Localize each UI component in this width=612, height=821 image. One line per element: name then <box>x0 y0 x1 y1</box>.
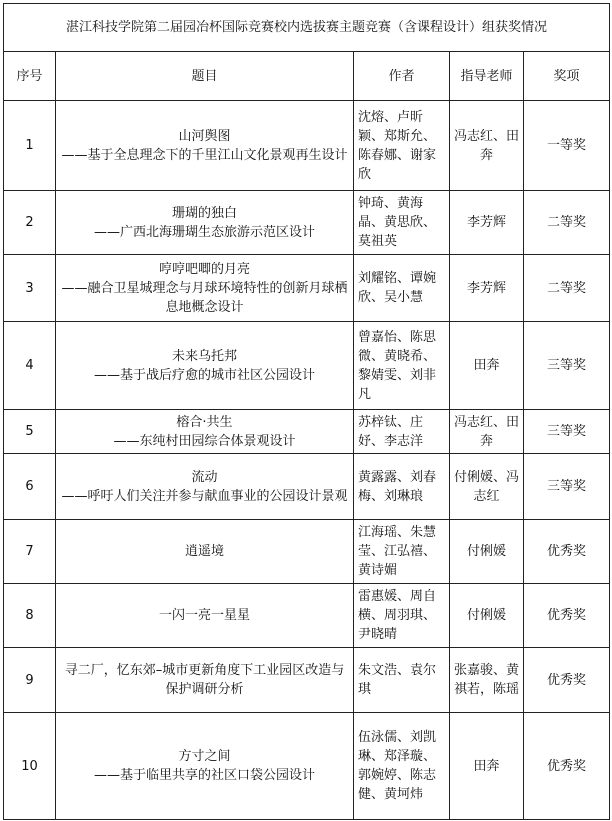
cell-title <box>56 255 354 322</box>
title-main: 未来乌托邦 <box>171 348 237 364</box>
header-authors: 作者 <box>354 52 450 101</box>
table-row <box>4 410 610 454</box>
cell-no: 5 <box>4 410 56 454</box>
title-subtitle: ——东纯村田园综合体景观设计 <box>113 433 296 449</box>
cell-advisors: 田奔 <box>450 322 524 410</box>
title-subtitle: ——基于临里共享的社区口袋公园设计 <box>93 768 315 783</box>
cell-advisors: 李芳辉 <box>450 255 524 322</box>
title-main: 哼哼吧唧的月亮 <box>158 261 250 277</box>
title-subtitle: ——广西北海珊瑚生态旅游示范区设计 <box>93 224 315 240</box>
table-row <box>4 584 610 648</box>
cell-title <box>56 101 354 191</box>
cell-title <box>56 191 354 255</box>
table-row <box>4 713 610 820</box>
award-table <box>3 3 610 820</box>
cell-award: 二等奖 <box>524 255 610 322</box>
cell-no: 10 <box>4 713 56 820</box>
cell-award: 优秀奖 <box>524 648 610 713</box>
cell-award: 二等奖 <box>524 191 610 255</box>
table-row <box>4 255 610 322</box>
cell-award: 一等奖 <box>524 101 610 191</box>
cell-award: 三等奖 <box>524 322 610 410</box>
cell-authors: 钟琦、黄海晶、黄思欣、莫祖英 <box>354 191 450 255</box>
table-row <box>4 520 610 584</box>
cell-no: 4 <box>4 322 56 410</box>
table-row <box>4 648 610 713</box>
cell-no: 1 <box>4 101 56 191</box>
cell-authors: 黄露露、刘春梅、刘琳琅 <box>354 454 450 520</box>
cell-no: 8 <box>4 584 56 648</box>
title-subtitle: ——基于战后疗愈的城市社区公园设计 <box>93 367 315 383</box>
cell-authors: 刘耀铭、谭婉欣、吴小慧 <box>354 255 450 322</box>
table-title: 湛江科技学院第二届园冶杯国际竞赛校内选拔赛主题竞赛（含课程设计）组获奖情况 <box>4 4 610 52</box>
table-row <box>4 322 610 410</box>
cell-authors: 曾嘉怡、陈思微、黄晓希、黎婧雯、刘非凡 <box>354 322 450 410</box>
cell-advisors: 张嘉骏、黄祺若，陈瑶 <box>450 648 524 713</box>
header-row <box>4 52 610 101</box>
cell-award: 优秀奖 <box>524 520 610 584</box>
cell-title <box>56 454 354 520</box>
cell-title <box>56 713 354 820</box>
header-award: 奖项 <box>524 52 610 101</box>
cell-advisors: 田奔 <box>450 713 524 820</box>
table-row <box>4 101 610 191</box>
cell-advisors: 李芳辉 <box>450 191 524 255</box>
cell-no: 6 <box>4 454 56 520</box>
cell-authors: 雷惠媛、周自横、周羽琪、尹晓晴 <box>354 584 450 648</box>
cell-authors: 伍泳儒、刘凯琳、郑泽璇、郭婉婷、陈志健、黄坷炜 <box>354 713 450 820</box>
cell-authors: 苏梓钛、庄妤、李志洋 <box>354 410 450 454</box>
cell-title: 一闪一亮一星星 <box>56 584 354 648</box>
header-advisors: 指导老师 <box>450 52 524 101</box>
cell-authors: 江海瑶、朱慧莹、江弘禧、黄诗媚 <box>354 520 450 584</box>
cell-advisors: 付俐媛 <box>450 520 524 584</box>
cell-authors: 朱文浩、袁尔琪 <box>354 648 450 713</box>
cell-authors: 沈熔、卢昕颖、郑斯允、陈春娜、谢家欣 <box>354 101 450 191</box>
cell-award: 优秀奖 <box>524 713 610 820</box>
table-row <box>4 191 610 255</box>
cell-title <box>56 322 354 410</box>
title-subtitle: ——基于全息理念下的千里江山文化景观再生设计 <box>61 147 348 163</box>
cell-no: 2 <box>4 191 56 255</box>
cell-advisors: 付俐媛、冯志红 <box>450 454 524 520</box>
title-main: 方寸之间 <box>178 749 231 764</box>
cell-no: 9 <box>4 648 56 713</box>
cell-title <box>56 410 354 454</box>
table-row <box>4 454 610 520</box>
cell-advisors: 付俐媛 <box>450 584 524 648</box>
cell-award: 优秀奖 <box>524 584 610 648</box>
title-main: 珊瑚的独白 <box>171 205 237 221</box>
cell-award: 三等奖 <box>524 410 610 454</box>
header-topic: 题目 <box>56 52 354 101</box>
title-main: 榕合·共生 <box>176 414 233 430</box>
title-main: 流动 <box>191 469 218 485</box>
cell-title: 逍遥境 <box>56 520 354 584</box>
cell-advisors: 冯志红、田奔 <box>450 101 524 191</box>
cell-title: 寻二厂，忆东郊–城市更新角度下工业园区改造与保护调研分析 <box>56 648 354 713</box>
title-row <box>4 4 610 52</box>
title-main: 山河舆图 <box>178 128 231 144</box>
cell-no: 7 <box>4 520 56 584</box>
cell-no: 3 <box>4 255 56 322</box>
header-no: 序号 <box>4 52 56 101</box>
cell-award: 三等奖 <box>524 454 610 520</box>
title-subtitle: ——呼吁人们关注并参与献血事业的公园设计景观 <box>61 488 348 504</box>
cell-advisors: 冯志红、田奔 <box>450 410 524 454</box>
title-subtitle: ——融合卫星城理念与月球环境特性的创新月球栖息地概念设计 <box>61 280 348 315</box>
